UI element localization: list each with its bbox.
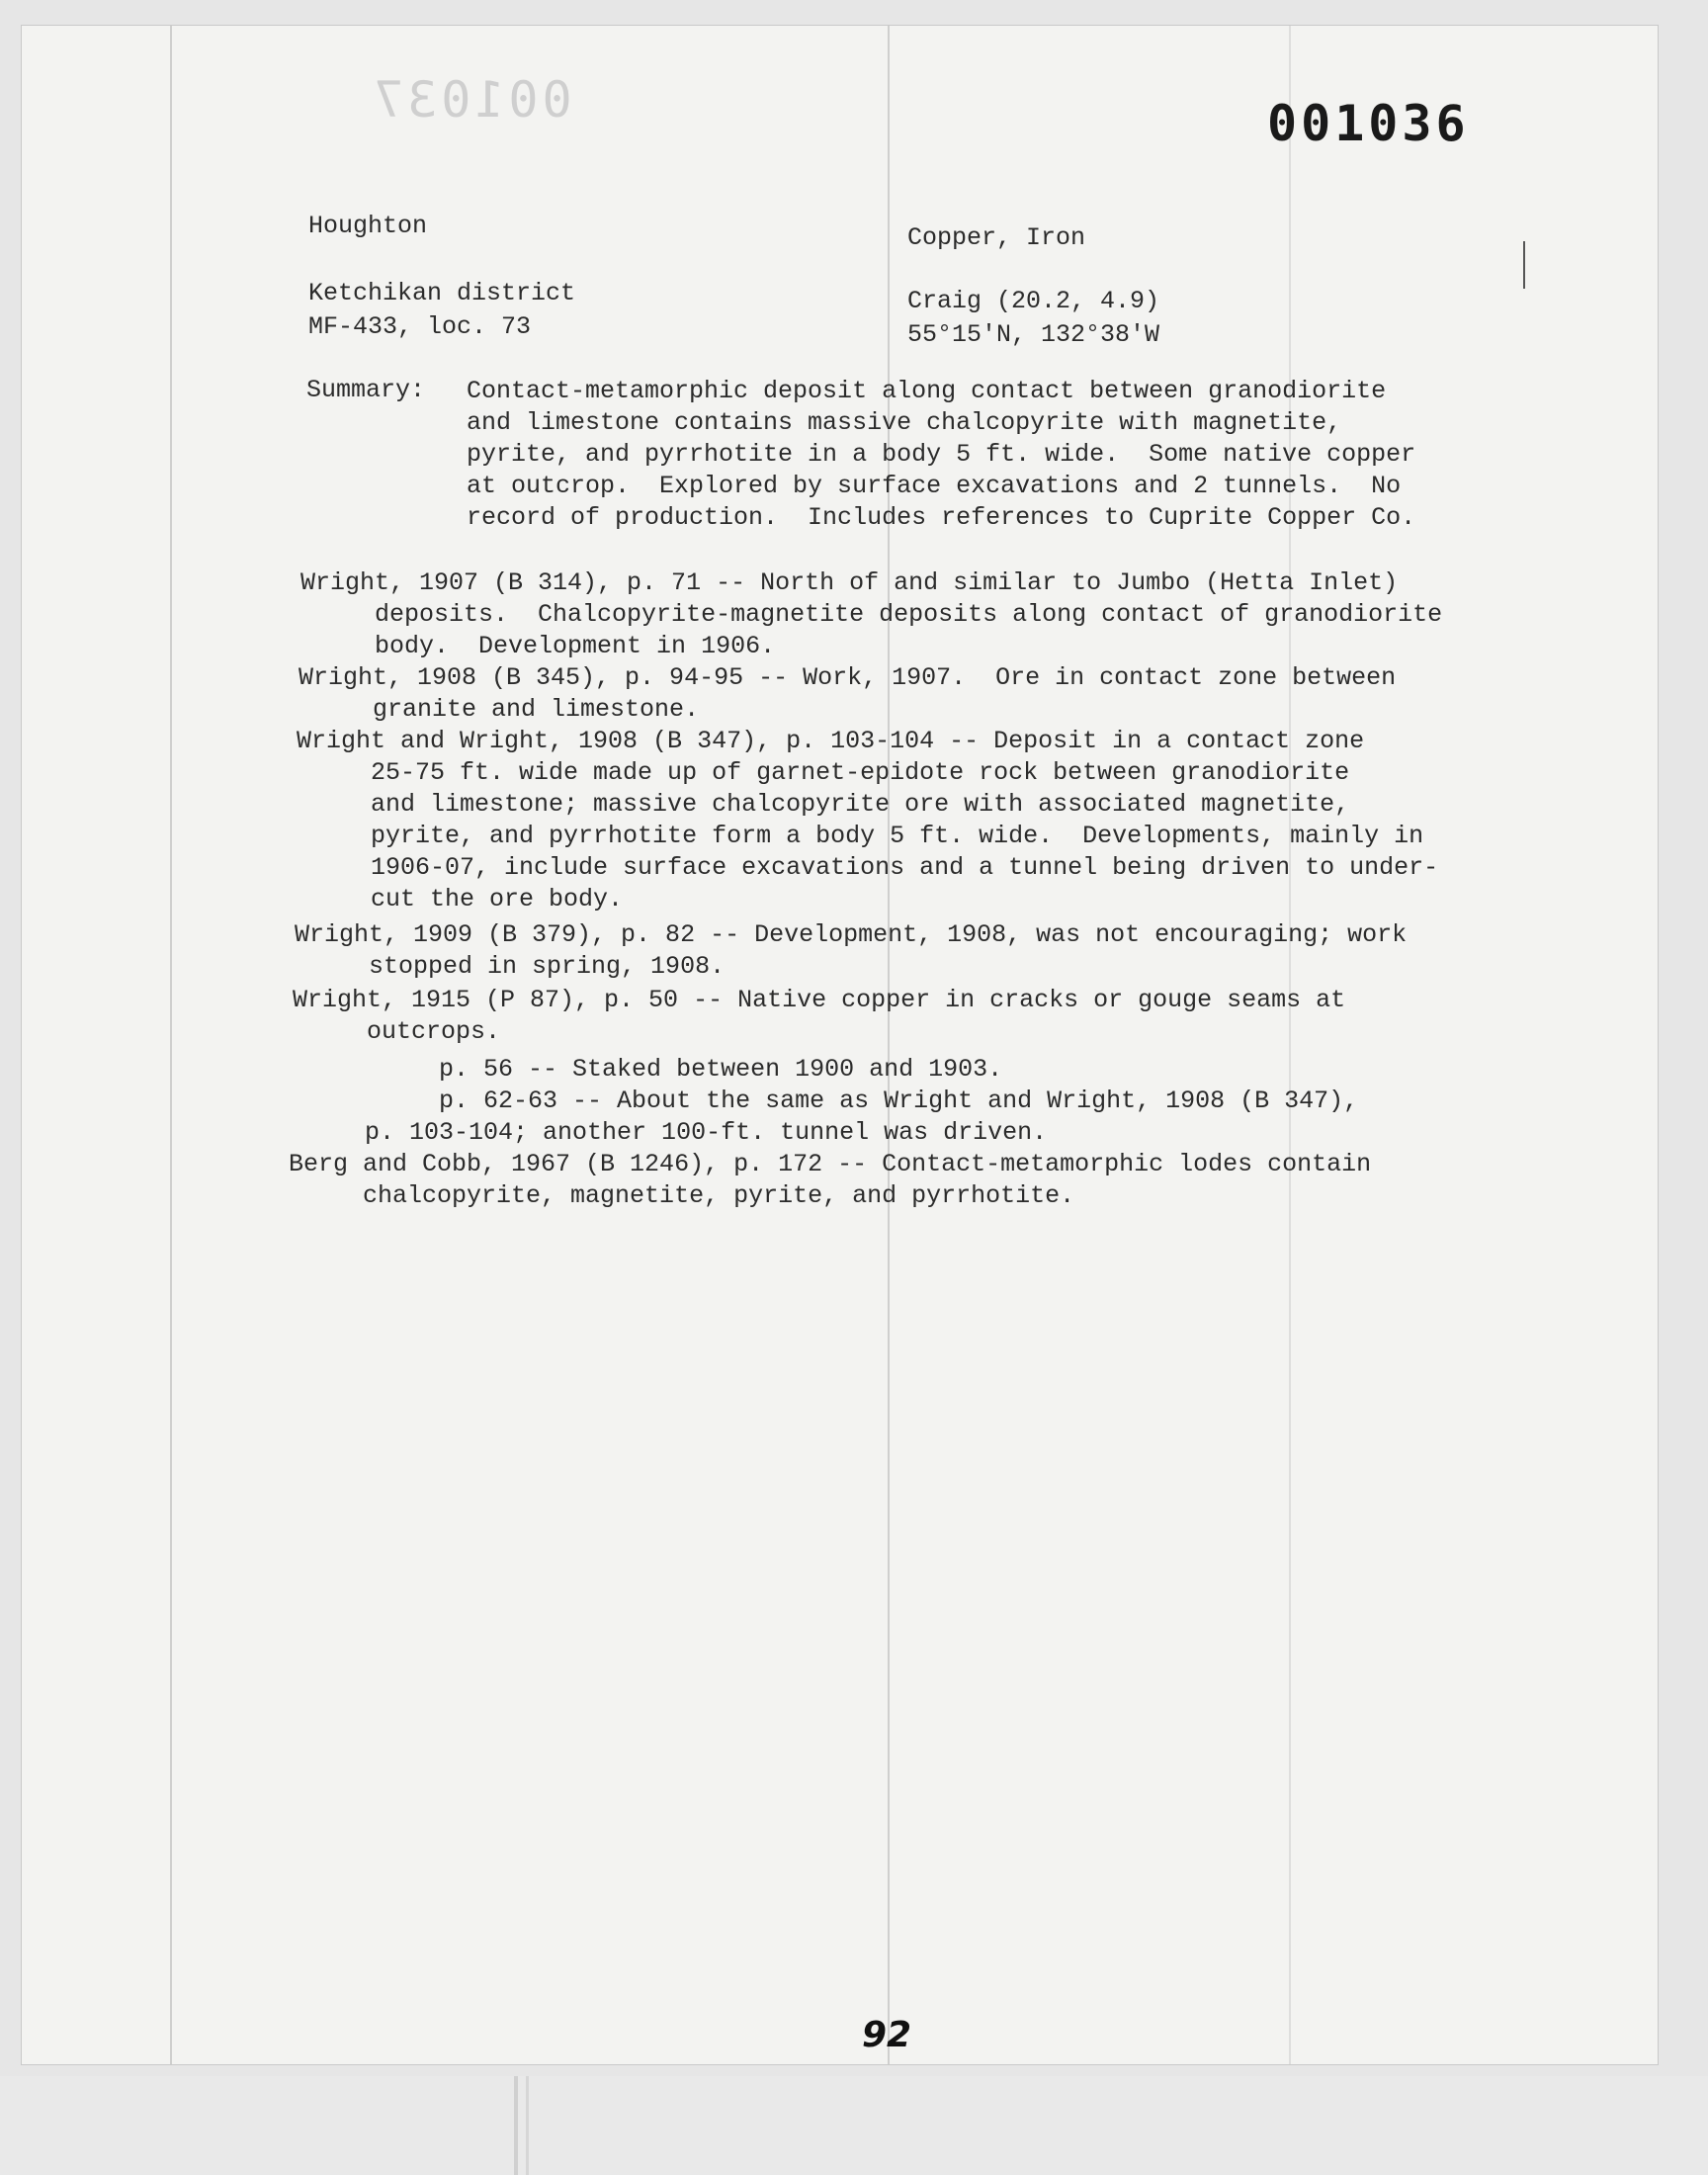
scan-line-center [888, 26, 890, 2064]
summary-label: Summary: [306, 376, 426, 404]
reference-line: Berg and Cobb, 1967 (B 1246), p. 172 -- Contact-metamorphic lodes contain [289, 1150, 1372, 1178]
reference-line: 1906-07, include surface excavations and a tunnel being driven to under- [297, 853, 1439, 882]
reference-line: stopped in spring, 1908. [295, 952, 726, 981]
scan-margin-bottom [0, 2076, 1708, 2175]
reference-line: p. 56 -- Staked between 1900 and 1903. [291, 1055, 1003, 1084]
reference-line: pyrite, and pyrrhotite form a body 5 ft. wide. Developments, mainly in [297, 822, 1424, 850]
document-number-stamp: 001036 [1267, 95, 1470, 152]
summary-line: and limestone contains massive chalcopyrite with magnetite, [467, 408, 1342, 437]
summary-line: Contact-metamorphic deposit along contact between granodiorite [467, 377, 1387, 405]
coordinates: 55°15'N, 132°38'W [907, 320, 1160, 349]
summary-line: at outcrop. Explored by surface excavations and 2 tunnels. No [467, 472, 1402, 500]
quadrangle: Craig (20.2, 4.9) [907, 287, 1160, 315]
commodities: Copper, Iron [907, 223, 1086, 252]
scan-line-bottom-a [514, 2076, 518, 2175]
reference-line: granite and limestone. [299, 695, 700, 724]
reference-line: cut the ore body. [297, 885, 624, 914]
reference-line: Wright, 1908 (B 345), p. 94-95 -- Work, 1907. Ore in contact zone between [299, 663, 1397, 692]
district: Ketchikan district [308, 279, 576, 307]
reference-line: Wright and Wright, 1908 (B 347), p. 103-104 -- Deposit in a contact zone [297, 727, 1365, 755]
property-name: Houghton [308, 212, 428, 240]
reference-line: p. 103-104; another 100-ft. tunnel was driven. [291, 1118, 1048, 1147]
reference-line: chalcopyrite, magnetite, pyrite, and pyrrhotite. [289, 1181, 1075, 1210]
reference-line: and limestone; massive chalcopyrite ore with associated magnetite, [297, 790, 1350, 819]
document-page [22, 26, 1658, 2064]
reference-line: body. Development in 1906. [300, 632, 776, 660]
reference-line: Wright, 1909 (B 379), p. 82 -- Development, 1908, was not encouraging; work [295, 920, 1408, 949]
scan-line-bottom-b [526, 2076, 529, 2175]
reference-line: Wright, 1907 (B 314), p. 71 -- North of and similar to Jumbo (Hetta Inlet) [300, 568, 1399, 597]
ghost-document-number: 001037 [370, 71, 572, 129]
stray-mark [1523, 241, 1525, 289]
reference-line: 25-75 ft. wide made up of garnet-epidote rock between granodiorite [297, 758, 1350, 787]
reference-line: p. 62-63 -- About the same as Wright and Wright, 1908 (B 347), [291, 1087, 1359, 1115]
scan-line-left [170, 26, 172, 2064]
summary-line: record of production. Includes references to Cuprite Copper Co. [467, 503, 1416, 532]
map-location: MF-433, loc. 73 [308, 312, 532, 341]
page-number: 92 [862, 2015, 912, 2055]
reference-line: outcrops. [293, 1017, 501, 1046]
reference-line: deposits. Chalcopyrite-magnetite deposits along contact of granodiorite [300, 600, 1443, 629]
reference-line: Wright, 1915 (P 87), p. 50 -- Native copper in cracks or gouge seams at [293, 986, 1346, 1014]
scan-line-right [1289, 26, 1291, 2064]
summary-line: pyrite, and pyrrhotite in a body 5 ft. wide. Some native copper [467, 440, 1416, 469]
